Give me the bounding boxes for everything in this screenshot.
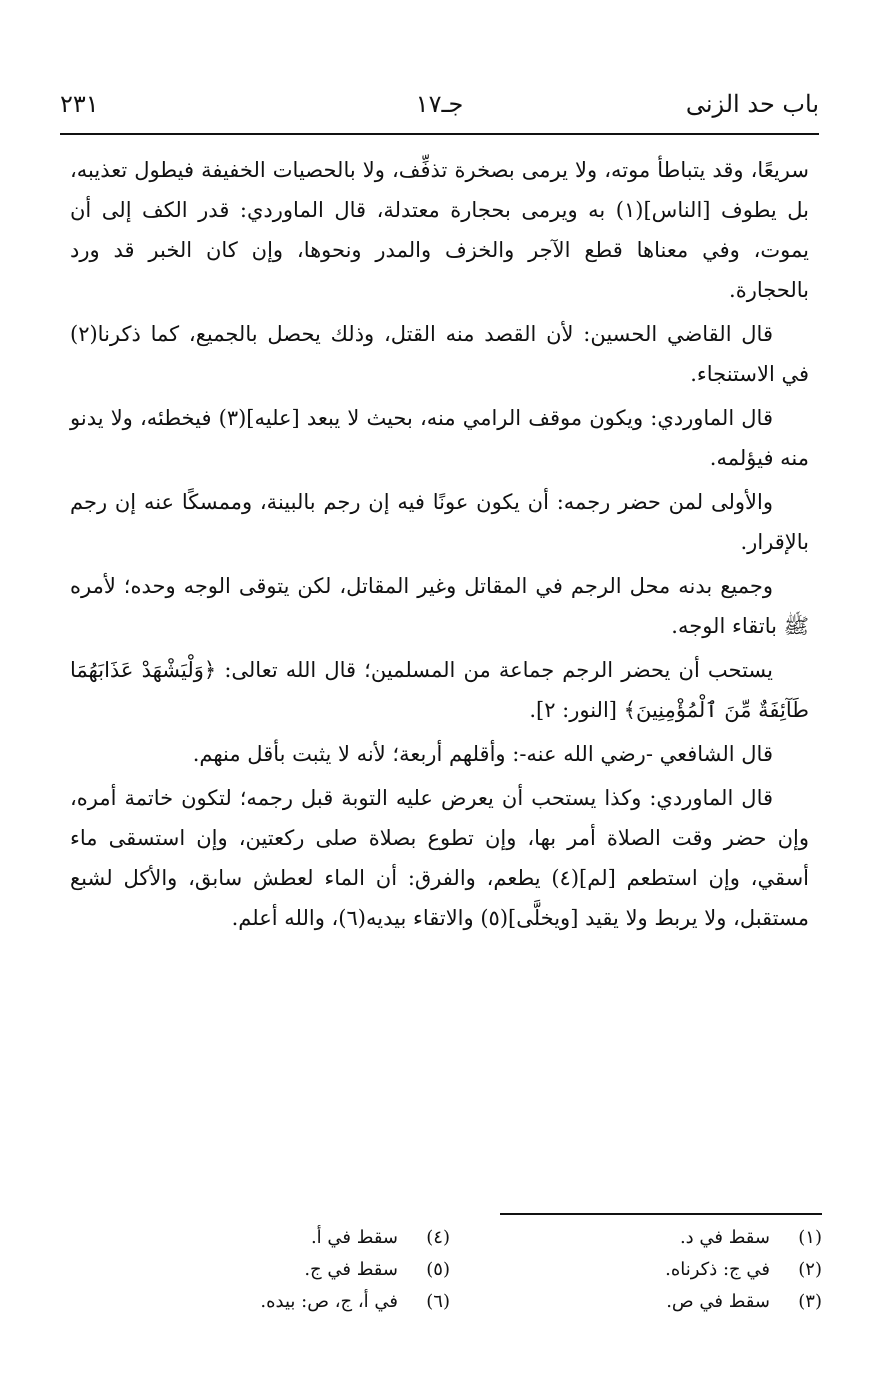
- page-number: ٢٣١: [60, 90, 99, 118]
- paragraph: يستحب أن يحضر الرجم جماعة من المسلمين؛ قال الله تعالى: ﴿وَلْيَشْهَدْ عَذَابَهُمَا طَآئِفَةٌ مِّنَ ٱلْمُؤْمِنِينَ﴾ [النور: ٢].: [70, 658, 809, 722]
- footnote-column-right: [502, 1222, 822, 1318]
- paragraph: قال الشافعي -رضي الله عنه-: وأقلهم أربعة؛ لأنه لا يثبت بأقل منهم.: [192, 742, 773, 766]
- footnote-item: [160, 1286, 450, 1318]
- running-header: [60, 90, 819, 130]
- header-rule: [60, 133, 819, 135]
- footnote-number: (٦): [426, 1291, 450, 1312]
- footnote-item: [160, 1254, 450, 1286]
- paragraph: سريعًا، وقد يتباطأ موته، ولا يرمى بصخرة تذفِّف، ولا بالحصيات الخفيفة فيطول تعذيبه، بل يطوف [الناس](١) به ويرمى بحجارة معتدلة، قال الماوردي: قدر الكف إلى أن يموت، وفي معناها قطع الآجر والخزف والمدر ونحوها، وإن كان الخبر قد ورد بالحجارة.: [70, 158, 809, 302]
- footnote-item: [502, 1286, 822, 1318]
- paragraph: والأولى لمن حضر رجمه: أن يكون عونًا فيه إن رجم بالبينة، وممسكًا عنه إن رجم بالإقرار.: [70, 490, 809, 554]
- paragraph: وجميع بدنه محل الرجم في المقاتل وغير المقاتل، لكن يتوقى الوجه وحده؛ لأمره ﷺ باتقاء الوجه.: [70, 574, 809, 638]
- footnote-text: سقط في أ.: [310, 1227, 398, 1248]
- footnote-item: [502, 1254, 822, 1286]
- footnote-text: سقط في د.: [679, 1227, 770, 1248]
- footnote-text: سقط في ج.: [304, 1259, 398, 1280]
- main-text: [70, 150, 809, 942]
- footnote-number: (٤): [426, 1227, 450, 1248]
- footnote-item: [502, 1222, 822, 1254]
- footnote-number: (٣): [798, 1291, 822, 1312]
- footnote-column-left: [160, 1222, 450, 1318]
- footnote-item: [160, 1222, 450, 1254]
- footnote-number: (١): [798, 1227, 822, 1248]
- footnote-rule: [500, 1213, 822, 1215]
- chapter-title: باب حد الزنى: [685, 90, 819, 118]
- footnote-text: سقط في ص.: [666, 1291, 770, 1312]
- footnote-text: في أ، ج، ص: بيده.: [260, 1291, 398, 1312]
- footnote-number: (٢): [798, 1259, 822, 1280]
- footnote-number: (٥): [426, 1259, 450, 1280]
- footnote-text: في ج: ذكرناه.: [665, 1259, 770, 1280]
- paragraph: قال الماوردي: ويكون موقف الرامي منه، بحيث لا يبعد [عليه](٣) فيخطئه، ولا يدنو منه فيؤلمه.: [70, 406, 809, 470]
- paragraph: قال الماوردي: وكذا يستحب أن يعرض عليه التوبة قبل رجمه؛ لتكون خاتمة أمره، وإن حضر وقت الصلاة أمر بها، وإن تطوع بصلاة صلى ركعتين، وإن استسقى ماء أسقي، وإن استطعم [لم](٤) يطعم، والفرق: أن الماء لعطش سابق، والأكل لشبع مستقبل، ولا يربط ولا يقيد [ويخلَّى](٥) والاتقاء بيديه(٦)، والله أعلم.: [70, 786, 810, 930]
- volume-label: جـ١٧: [415, 90, 464, 118]
- paragraph: قال القاضي الحسين: لأن القصد منه القتل، وذلك يحصل بالجميع، كما ذكرنا(٢) في الاستنجاء.: [70, 322, 809, 386]
